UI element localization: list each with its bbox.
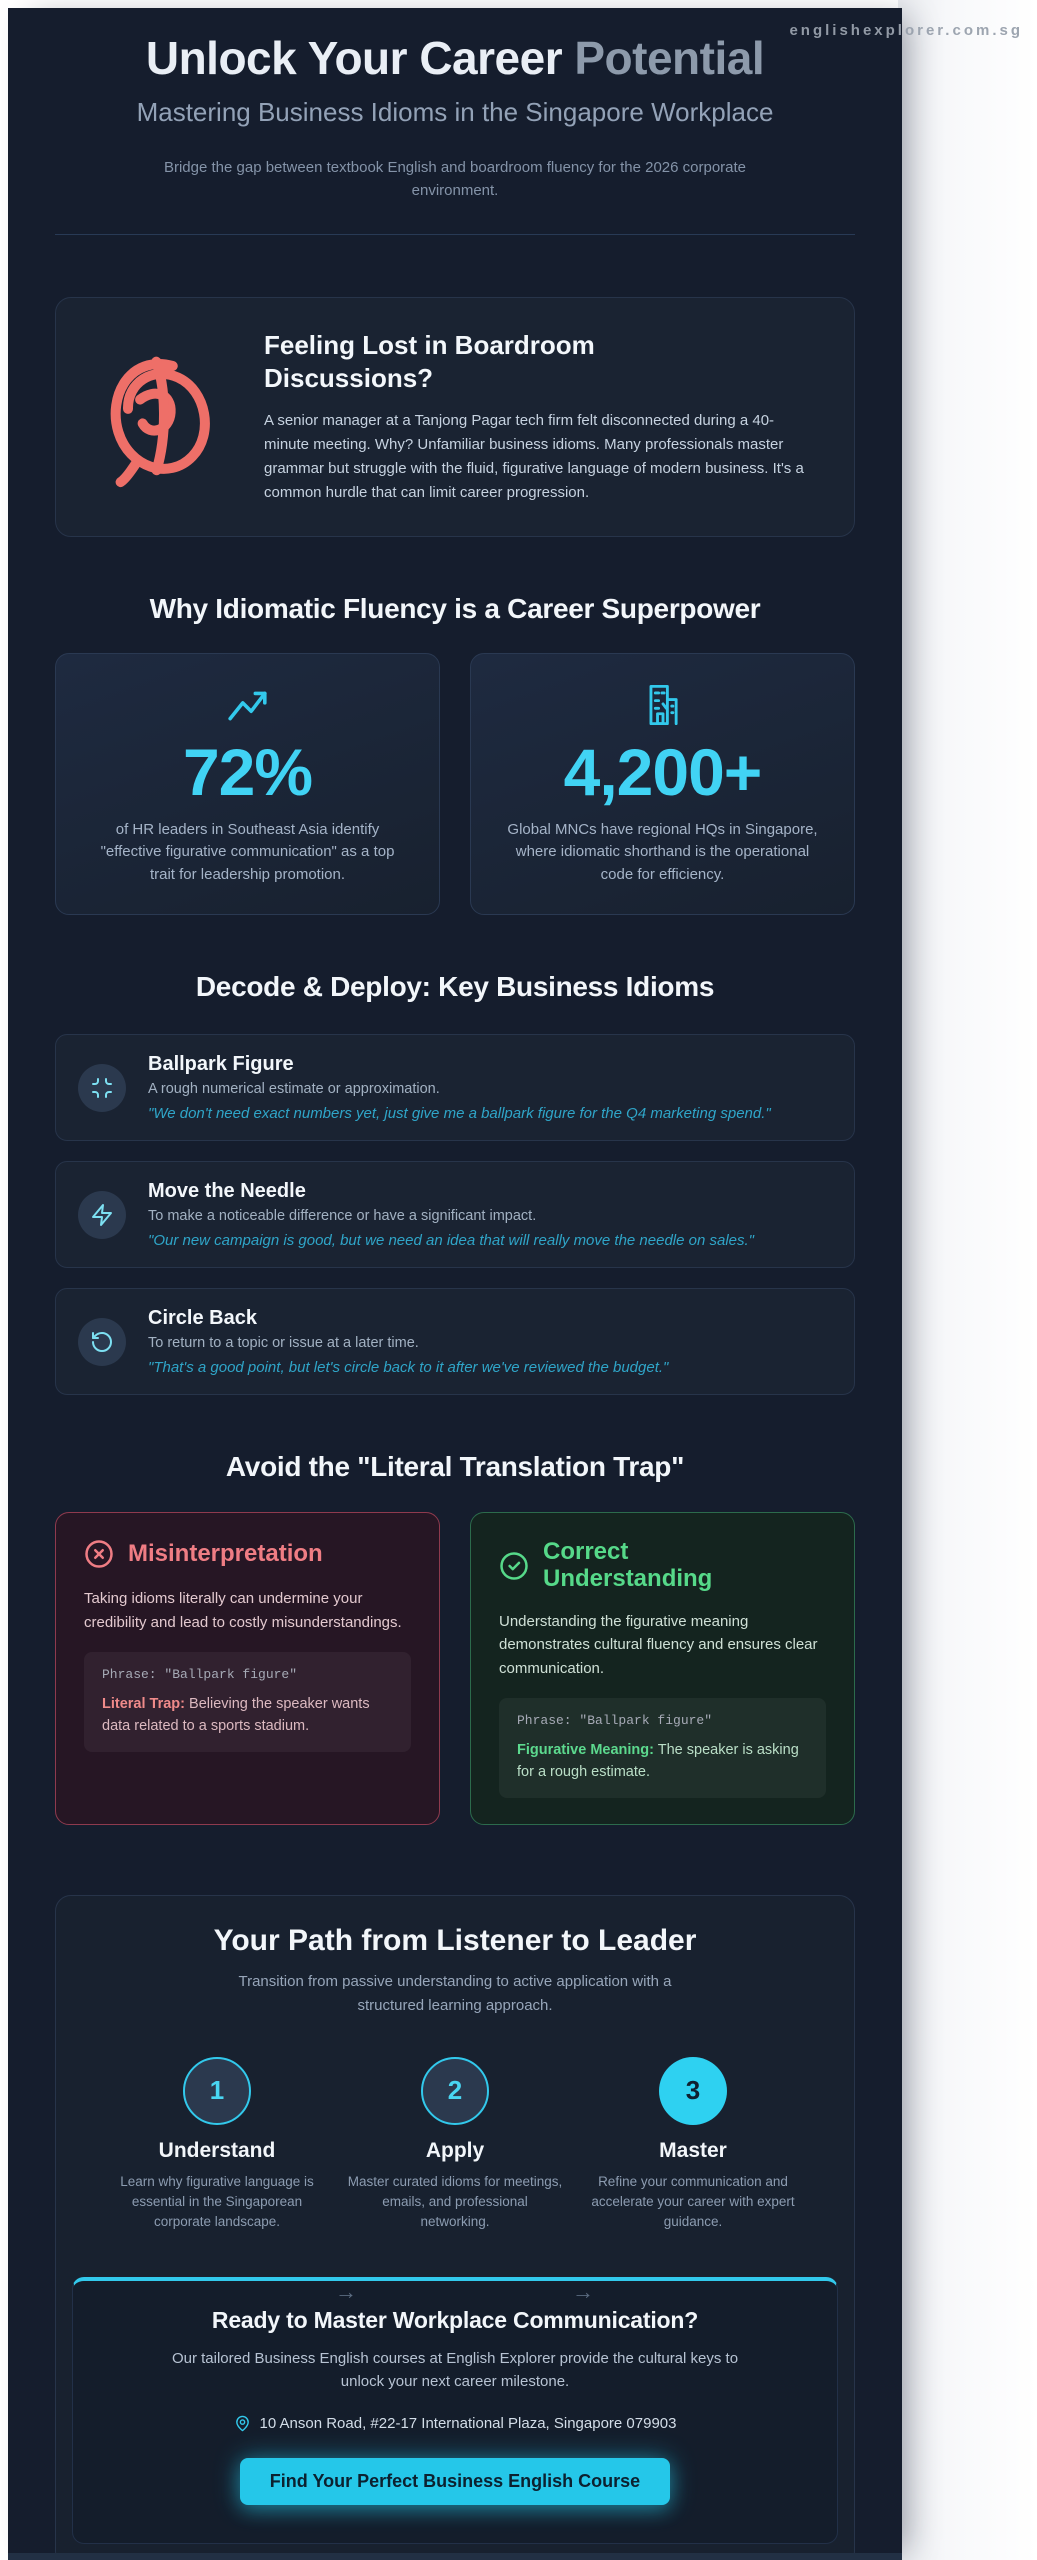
frame-corners-icon xyxy=(78,1064,126,1112)
path-subtitle: Transition from passive understanding to active application with a structured learning approach. xyxy=(238,1973,672,2014)
stats-heading: Why Idiomatic Fluency is a Career Superpower xyxy=(149,593,761,625)
idiom-body xyxy=(148,1180,828,1249)
idiom-body xyxy=(148,1307,828,1376)
phrase-meaning xyxy=(517,1740,808,1784)
trap-card-body: Taking idioms literally can undermine your credibility and lead to costly misunderstandings. xyxy=(84,1590,402,1631)
stat-value: 72% xyxy=(182,735,313,810)
step-label: Understand xyxy=(158,2138,276,2162)
idiom-example: "That's a good point, but let's circle back to it after we've reviewed the budget." xyxy=(148,1359,669,1377)
step-number-badge: 3 xyxy=(659,2057,727,2125)
building-icon xyxy=(641,680,685,730)
page-title xyxy=(55,32,855,85)
stats-grid xyxy=(55,653,855,915)
misinterpretation-header xyxy=(84,1539,411,1569)
idiom-title: Move the Needle xyxy=(148,1180,306,1203)
idiom-card-move-the-needle xyxy=(55,1161,855,1268)
step-description: Master curated idioms for meetings, emails, and professional networking. xyxy=(347,2173,563,2230)
learning-path-card xyxy=(55,1895,855,2560)
zap-icon xyxy=(78,1191,126,1239)
idiom-list xyxy=(55,1034,855,1395)
stat-card-global-mncs xyxy=(470,653,855,915)
step-understand xyxy=(98,2057,336,2233)
stat-description: of HR leaders in Southeast Asia identify "effective figurative communication" as a top trait for leadership promotion. xyxy=(100,820,395,883)
phrase-meaning-text: Believing the speaker wants data related to a sports stadium. xyxy=(102,1695,370,1734)
step-number-badge: 1 xyxy=(183,2057,251,2125)
circle-x-icon xyxy=(84,1539,114,1569)
step-description: Refine your communication and accelerate your career with expert guidance. xyxy=(591,2173,795,2230)
idiom-example: "We don't need exact numbers yet, just give me a ballpark figure for the Q4 marketing spend." xyxy=(148,1105,771,1123)
cta-address: 10 Anson Road, #22-17 International Plaza, Singapore 079903 xyxy=(259,2415,677,2433)
hook-title: Feeling Lost in Boardroom Discussions? xyxy=(264,330,595,393)
phrase-box xyxy=(84,1652,411,1753)
phrase-meaning xyxy=(102,1694,393,1738)
idiom-example: "Our new campaign is good, but we need an idea that will really move the needle on sales." xyxy=(148,1232,755,1250)
phrase-box xyxy=(499,1698,826,1799)
site-watermark: englishexplorer.com.sg xyxy=(789,22,1023,39)
stat-card-hr-leaders xyxy=(55,653,440,915)
page-gutter xyxy=(898,0,1037,2560)
rotate-ccw-icon xyxy=(78,1318,126,1366)
idiom-title: Ballpark Figure xyxy=(148,1053,294,1076)
step-label: Master xyxy=(659,2138,727,2162)
phrase-meaning-text: The speaker is asking for a rough estimate. xyxy=(517,1741,799,1780)
page-description: Bridge the gap between textbook English and boardroom fluency for the 2026 corporate environment. xyxy=(163,158,747,200)
hook-body: A senior manager at a Tanjong Pagar tech firm felt disconnected during a 40-minute meeting. Why? Unfamiliar business idioms. Many professionals master grammar but struggle with the fluid, figurative language of modern business. It's a common hurdle that can limit career progression. xyxy=(264,412,804,502)
trending-up-icon xyxy=(225,680,271,730)
page-subtitle: Mastering Business Idioms in the Singapore Workplace xyxy=(136,96,774,127)
idioms-heading: Decode & Deploy: Key Business Idioms xyxy=(195,971,715,1003)
step-master xyxy=(574,2057,812,2233)
learning-steps xyxy=(98,2057,812,2304)
phrase-meaning-label: Figurative Meaning: xyxy=(517,1741,654,1758)
arrow-right-icon: → xyxy=(335,2278,357,2304)
trap-card-title: Correct Understanding xyxy=(543,1538,713,1592)
cta-body: Our tailored Business English courses at English Explorer provide the cultural keys to unlock your next career milestone. xyxy=(171,2349,739,2390)
correct-understanding-card xyxy=(470,1512,855,1825)
trap-heading: Avoid the "Literal Translation Trap" xyxy=(225,1451,685,1483)
idiom-title: Circle Back xyxy=(148,1307,257,1330)
misinterpretation-card xyxy=(55,1512,440,1825)
idiom-body xyxy=(148,1053,828,1122)
idiom-card-ballpark-figure xyxy=(55,1034,855,1141)
step-apply xyxy=(336,2057,574,2233)
step-number-badge: 2 xyxy=(421,2057,489,2125)
trap-card-title: Misinterpretation xyxy=(128,1540,323,1568)
path-heading: Your Path from Listener to Leader xyxy=(213,1924,697,1958)
page-title-accent: Potential xyxy=(562,32,765,84)
confused-scribble-icon xyxy=(96,342,216,492)
step-description: Learn why figurative language is essential in the Singaporean corporate landscape. xyxy=(120,2173,314,2230)
idiom-definition: A rough numerical estimate or approximation. xyxy=(148,1081,440,1098)
idiom-definition: To make a noticeable difference or have a significant impact. xyxy=(148,1208,537,1225)
phrase-text: Phrase: "Ballpark figure" xyxy=(102,1666,298,1682)
phrase-meaning-label: Literal Trap: xyxy=(102,1695,185,1712)
stat-description: Global MNCs have regional HQs in Singapore, where idiomatic shorthand is the operational code for efficiency. xyxy=(507,820,818,883)
trap-grid xyxy=(55,1512,855,1825)
step-label: Apply xyxy=(425,2138,485,2162)
arrow-right-icon: → xyxy=(572,2278,594,2304)
circle-check-icon xyxy=(499,1551,529,1581)
cta-address-row xyxy=(113,2415,797,2432)
idiom-card-circle-back xyxy=(55,1288,855,1395)
idiom-definition: To return to a topic or issue at a later time. xyxy=(148,1335,419,1352)
cta-card xyxy=(72,2277,838,2545)
hook-text xyxy=(264,329,814,505)
map-pin-icon xyxy=(234,2415,251,2432)
page-title-main: Unlock Your Career xyxy=(145,32,563,84)
stat-value: 4,200+ xyxy=(563,735,762,810)
header-divider xyxy=(55,234,855,235)
phrase-text: Phrase: "Ballpark figure" xyxy=(517,1712,713,1728)
trap-card-body: Understanding the figurative meaning demonstrates cultural fluency and ensures clear communication. xyxy=(499,1613,818,1677)
correct-understanding-header xyxy=(499,1539,826,1592)
cta-heading: Ready to Master Workplace Communication? xyxy=(211,2306,699,2333)
hero-section xyxy=(55,8,855,202)
hook-card xyxy=(55,297,855,537)
infographic-poster xyxy=(8,8,902,2560)
find-course-button[interactable]: Find Your Perfect Business English Course xyxy=(240,2458,670,2505)
